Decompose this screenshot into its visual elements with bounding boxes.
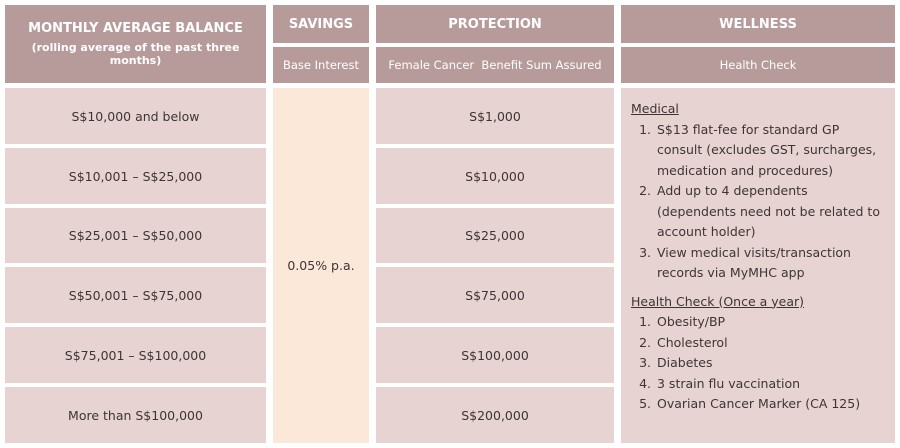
savings-header xyxy=(273,5,369,43)
health-check-list xyxy=(631,312,885,415)
balance-tier-cell xyxy=(5,267,266,323)
balance-tier-cell xyxy=(5,148,266,204)
sum-assured-value: S$75,000 xyxy=(465,287,525,303)
list-item: 5. Ovarian Cancer Marker (CA 125) xyxy=(655,394,885,415)
savings-header-title: SAVINGS xyxy=(288,16,354,32)
base-interest-value: 0.05% p.a. xyxy=(287,258,355,273)
list-item: 1. S$13 flat-fee for standard GP consult (excludes GST, surcharges, medication and procedures) xyxy=(655,120,885,182)
savings-subheader-label: Base Interest xyxy=(283,58,359,72)
sum-assured-value: S$200,000 xyxy=(461,407,529,423)
wellness-subheader-label: Health Check xyxy=(719,58,797,72)
list-item: 3. Diabetes xyxy=(655,353,885,374)
base-interest-cell xyxy=(273,88,369,443)
wellness-details xyxy=(621,88,895,443)
sum-assured-value: S$100,000 xyxy=(461,347,529,363)
balance-header xyxy=(5,5,266,83)
wellness-header-title: WELLNESS xyxy=(719,16,797,32)
protection-header xyxy=(376,5,614,43)
health-check-section-title: Health Check (Once a year) xyxy=(631,293,805,309)
list-item: 4. 3 strain flu vaccination xyxy=(655,374,885,395)
balance-tier-cell xyxy=(5,208,266,263)
wellness-header xyxy=(621,5,895,43)
balance-tier-label: S$25,001 – S$50,000 xyxy=(68,228,203,243)
balance-tier-cell xyxy=(5,387,266,443)
sum-assured-cell xyxy=(376,88,614,144)
sum-assured-cell xyxy=(376,327,614,383)
sum-assured-cell xyxy=(376,387,614,443)
wellness-subheader xyxy=(621,47,895,83)
sum-assured-value: S$25,000 xyxy=(465,228,525,243)
medical-list xyxy=(631,120,885,284)
sum-assured-value: S$1,000 xyxy=(469,108,521,124)
savings-subheader xyxy=(273,47,369,83)
sum-assured-cell xyxy=(376,208,614,263)
list-item: 2. Cholesterol xyxy=(655,333,885,354)
balance-tier-label: S$50,001 – S$75,000 xyxy=(68,287,203,303)
section-spacer xyxy=(631,284,885,292)
balance-tier-cell xyxy=(5,327,266,383)
sum-assured-cell xyxy=(376,267,614,323)
balance-tier-label: S$75,001 – S$100,000 xyxy=(64,347,207,363)
balance-header-subtitle: (rolling average of the past three months) xyxy=(31,41,240,67)
protection-subheader xyxy=(376,47,614,83)
sum-assured-value: S$10,000 xyxy=(465,168,525,184)
balance-tier-label: S$10,000 and below xyxy=(71,108,200,124)
protection-header-title: PROTECTION xyxy=(448,16,542,32)
sum-assured-cell xyxy=(376,148,614,204)
medical-section-title: Medical xyxy=(631,101,679,116)
protection-subheader-label: Female Cancer Benefit Sum Assured xyxy=(388,58,602,72)
balance-tier-label: More than S$100,000 xyxy=(68,407,203,423)
list-item: 2. Add up to 4 dependents (dependents need not be related to account holder) xyxy=(655,181,885,243)
balance-tier-label: S$10,001 – S$25,000 xyxy=(68,168,203,184)
balance-header-title: MONTHLY AVERAGE BALANCE xyxy=(28,21,243,36)
list-item: 1. Obesity/BP xyxy=(655,312,885,333)
list-item: 3. View medical visits/transaction records via MyMHC app xyxy=(655,243,885,284)
balance-tier-cell xyxy=(5,88,266,144)
